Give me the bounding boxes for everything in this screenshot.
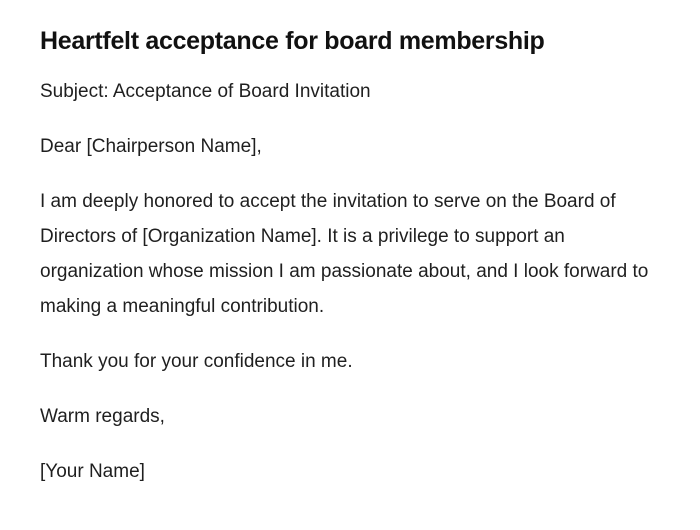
body-paragraph: I am deeply honored to accept the invitation to serve on the Board of Directors of [Organization Name]. It is a privilege to support an organization whose mission I am passionate about, and I look forward to making a meaningful contribution. — [40, 191, 649, 317]
subject-line: Subject: Acceptance of Board Invitation — [40, 81, 371, 102]
greeting-line: Dear [Chairperson Name], — [40, 136, 262, 157]
thanks-line: Thank you for your confidence in me. — [40, 351, 353, 372]
document-title: Heartfelt acceptance for board membership — [40, 27, 545, 55]
signature-line: [Your Name] — [40, 461, 145, 482]
closing-line: Warm regards, — [40, 406, 165, 427]
